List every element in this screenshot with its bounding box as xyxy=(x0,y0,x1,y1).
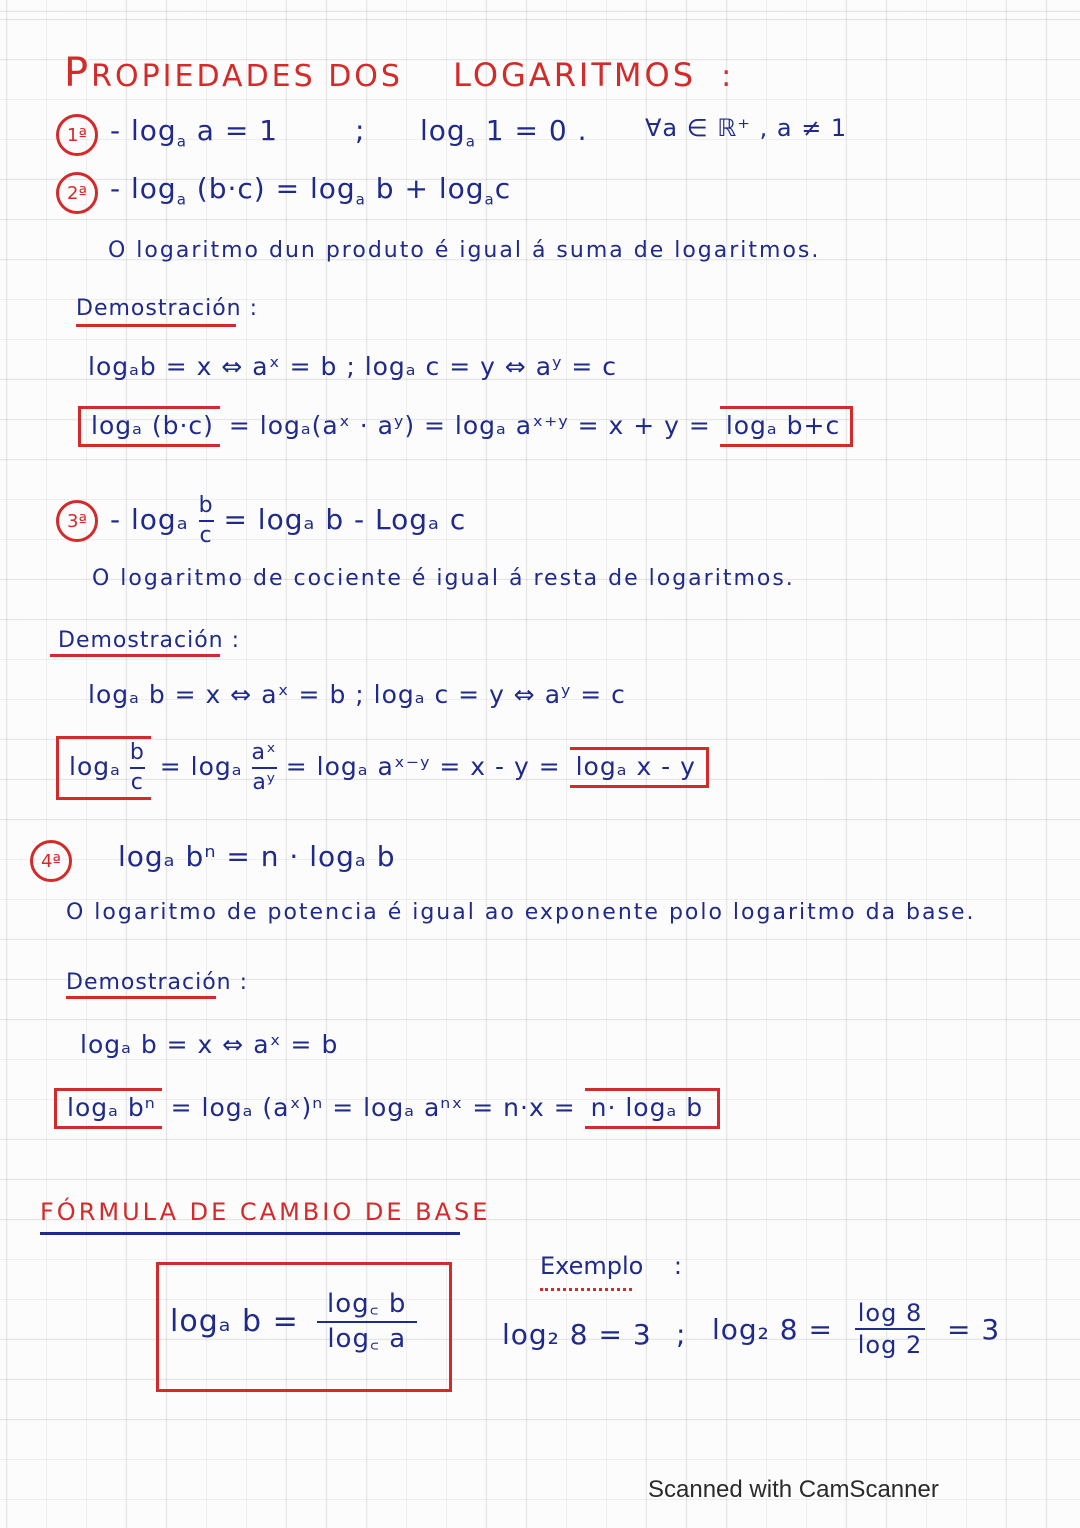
property-3-demo-label: Demostración : xyxy=(58,628,240,653)
formula-text: (b·c) = log xyxy=(196,172,356,205)
property-4-formula: logₐ bⁿ = n · logₐ b xyxy=(118,840,396,873)
formula-text: logₐ xyxy=(69,752,121,782)
denominator: log꜀ a xyxy=(327,1323,407,1354)
formula-text: c xyxy=(494,172,512,205)
boxed-result-right: logₐ x - y xyxy=(570,747,709,788)
heading-underline xyxy=(40,1232,460,1235)
numerator: b xyxy=(129,740,145,765)
scanner-watermark: Scanned with CamScanner xyxy=(648,1476,939,1503)
fraction xyxy=(317,1290,417,1353)
formula-subscript: a xyxy=(176,132,187,151)
formula-text: a = 1 xyxy=(196,114,279,147)
property-3-demo-line-1: logₐ b = x ⇔ aˣ = b ; logₐ c = y ⇔ aʸ = c xyxy=(88,680,626,709)
property-4-badge: 4ª xyxy=(30,840,72,882)
title-colon: : xyxy=(721,59,735,94)
formula-text: = logₐ b - Logₐ c xyxy=(223,503,467,537)
boxed-result-right: n· logₐ b xyxy=(585,1088,720,1129)
formula-text: - logₐ xyxy=(110,503,189,537)
demo-underline xyxy=(66,996,216,999)
formula-left: logₐ b = xyxy=(170,1304,299,1340)
property-3-formula xyxy=(110,494,466,548)
property-1-formula-b xyxy=(420,114,588,151)
example-label-text: Exemplo xyxy=(540,1252,644,1280)
formula-text: = logₐ aˣ⁻ʸ = x - y = xyxy=(285,752,561,782)
demo-underline xyxy=(50,654,220,657)
property-1-badge: 1ª xyxy=(56,114,98,156)
property-2-demo-label: Demostración : xyxy=(76,296,258,321)
formula-result: = 3 xyxy=(946,1312,1001,1346)
numerator: log꜀ b xyxy=(327,1289,407,1319)
fraction xyxy=(130,741,145,795)
title-initial: P xyxy=(64,50,92,96)
change-of-base-heading: FÓRMULA DE CAMBIO DE BASE xyxy=(40,1198,491,1226)
demo-middle: = logₐ(aˣ · aʸ) = logₐ aˣ⁺ʸ = x + y = xyxy=(228,411,711,440)
example-left: log₂ 8 = 3 xyxy=(502,1318,652,1351)
property-3-description: O logaritmo de cociente é igual á resta de logaritmos. xyxy=(92,566,795,591)
property-1-separator: ; xyxy=(355,114,366,147)
property-4-demo-line-2 xyxy=(54,1088,720,1129)
denominator: aʸ xyxy=(252,770,276,796)
example-separator: ; xyxy=(676,1318,687,1351)
property-2-demo-line-2 xyxy=(78,406,853,447)
property-2-formula xyxy=(110,172,511,209)
formula-text: b + log xyxy=(375,172,485,205)
denominator: log 2 xyxy=(857,1331,923,1360)
fraction xyxy=(199,494,214,548)
formula-subscript: a xyxy=(355,190,366,209)
property-2-badge: 2ª xyxy=(56,172,98,214)
boxed-result-right: logₐ b+c xyxy=(720,406,853,447)
numerator: b xyxy=(198,493,214,518)
numerator: aˣ xyxy=(251,740,277,765)
formula-text: 1 = 0 . xyxy=(485,114,588,147)
fraction xyxy=(252,741,277,795)
property-3-badge: 3ª xyxy=(56,500,98,542)
formula-subscript: a xyxy=(465,132,476,151)
change-of-base-formula xyxy=(170,1290,417,1353)
example-wavy-underline xyxy=(540,1282,632,1291)
page-title xyxy=(64,50,734,96)
formula-text: - log xyxy=(110,172,177,205)
property-3-demo-line-2 xyxy=(56,736,709,800)
example-colon: : xyxy=(673,1252,682,1280)
demo-middle: = logₐ (aˣ)ⁿ = logₐ aⁿˣ = n·x = xyxy=(170,1093,576,1122)
boxed-result-left xyxy=(56,736,151,800)
title-first-words: ROPIEDADES DOS xyxy=(91,59,403,94)
formula-subscript: a xyxy=(176,190,187,209)
fraction xyxy=(855,1300,925,1359)
denominator: c xyxy=(130,770,144,796)
formula-subscript: a xyxy=(484,190,495,209)
formula-text: = logₐ xyxy=(159,752,243,782)
example-label xyxy=(540,1252,682,1280)
title-second-word: LOGARITMOS xyxy=(453,56,697,94)
property-4-demo-label: Demostración : xyxy=(66,970,248,995)
example-right xyxy=(712,1300,1000,1359)
property-1-condition: ∀a ∈ ℝ⁺ , a ≠ 1 xyxy=(645,114,848,142)
boxed-result-left: logₐ bⁿ xyxy=(54,1088,162,1129)
boxed-result-left: logₐ (b·c) xyxy=(78,406,220,447)
denominator: c xyxy=(199,523,213,549)
property-2-description: O logaritmo dun produto é igual á suma de logaritmos. xyxy=(108,238,821,263)
demo-underline xyxy=(76,324,236,327)
property-1-formula-a xyxy=(110,114,278,151)
formula-text: - log xyxy=(110,114,177,147)
property-4-description: O logaritmo de potencia é igual ao exponente polo logaritmo da base. xyxy=(66,900,976,925)
formula-text: log xyxy=(420,114,466,147)
property-4-demo-line-1: logₐ b = x ⇔ aˣ = b xyxy=(80,1030,339,1059)
numerator: log 8 xyxy=(857,1299,923,1327)
property-2-demo-line-1: logₐb = x ⇔ aˣ = b ; logₐ c = y ⇔ aʸ = c xyxy=(88,352,617,381)
formula-text: log₂ 8 = xyxy=(712,1312,833,1346)
